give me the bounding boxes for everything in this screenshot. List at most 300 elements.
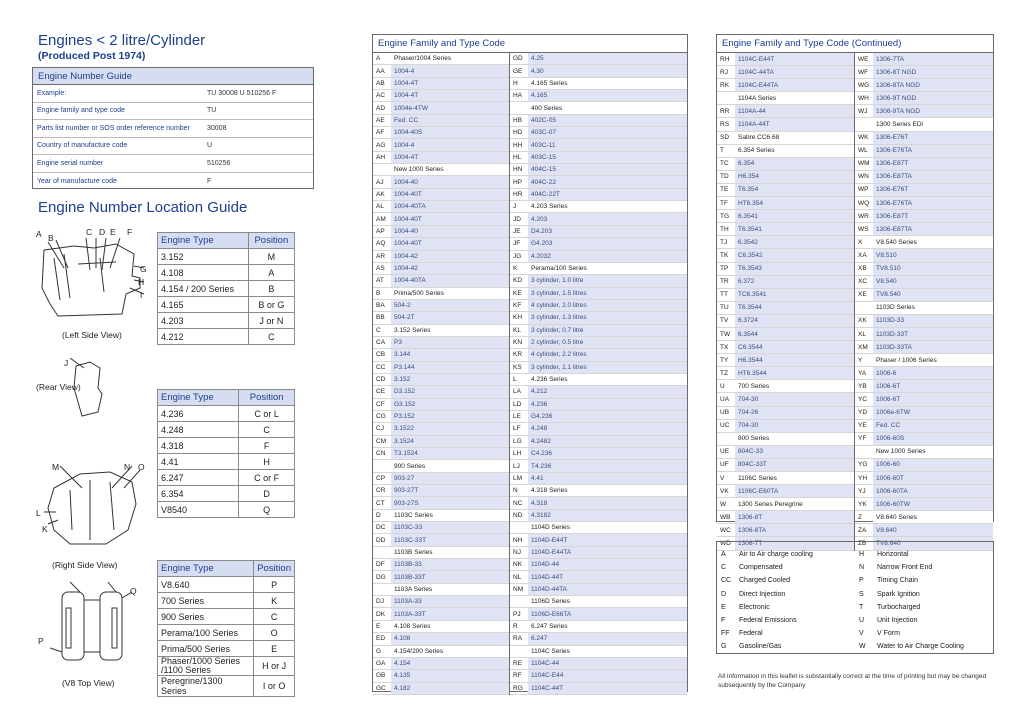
code-value: P3 — [391, 337, 509, 348]
position-cell: B — [248, 281, 294, 297]
code-row — [855, 433, 993, 446]
location-table-row — [158, 609, 295, 625]
code-row — [373, 485, 509, 497]
position-cell: F — [239, 438, 295, 454]
code-row — [373, 288, 509, 300]
code-value: T4.236 — [528, 460, 687, 471]
label-I: I — [140, 290, 143, 300]
code-row — [373, 423, 509, 435]
code-key: NM — [513, 585, 524, 593]
code-value: HT6.3544 — [735, 367, 854, 379]
page-title: Engines < 2 litre/Cylinder — [38, 32, 206, 49]
code-value: 1104D-44 — [528, 559, 687, 570]
code-row — [510, 201, 687, 213]
code-row — [373, 399, 509, 411]
code-value: 4.203 Series — [528, 201, 687, 212]
code-row — [855, 53, 993, 66]
code-value: P3.152 — [391, 411, 509, 422]
code-row — [717, 145, 854, 158]
code-key: HA — [513, 92, 523, 100]
code-value: 504-2 — [391, 300, 509, 311]
code-value: 1004-40TA — [391, 201, 509, 212]
abbr-code: S — [859, 590, 864, 598]
code-key: WG — [858, 81, 870, 89]
code-key: CB — [376, 351, 386, 359]
code-key: UA — [720, 395, 730, 403]
engine-guide-row — [33, 103, 313, 121]
code-row — [717, 171, 854, 184]
code-row — [510, 65, 687, 77]
code-value: 4.108 Series — [391, 621, 509, 632]
code-key: LM — [513, 474, 523, 482]
engine-type-cell: 4.108 — [158, 265, 249, 281]
code-value: 700 Series — [735, 380, 854, 392]
code-row — [373, 473, 509, 485]
abbr-meaning: Charged Cooled — [739, 577, 790, 585]
code-value: Phaser/1004 Series — [391, 53, 509, 64]
abbr-meaning: Direct Injection — [739, 590, 786, 598]
engine-family-header: Engine Family and Type Code — [373, 35, 687, 53]
code-value: 1103C Series — [391, 510, 509, 521]
code-row — [510, 176, 687, 188]
code-key: KN — [513, 339, 523, 347]
engine-number-guide-header: Engine Number Guide — [33, 68, 313, 85]
code-value: T6.3544 — [735, 302, 854, 314]
position-cell: B or G — [248, 297, 294, 313]
code-value: 6.3544 — [735, 328, 854, 340]
code-key: TH — [720, 225, 729, 233]
code-row — [855, 524, 993, 537]
code-value: V8.540 — [873, 276, 993, 288]
code-value: 1006-60 — [873, 459, 993, 471]
code-value: 3 cylinder, 1.3 litres — [528, 312, 687, 323]
code-key: AH — [376, 153, 386, 161]
code-row — [373, 608, 509, 620]
code-value: 4.248 — [528, 423, 687, 434]
code-row — [510, 238, 687, 250]
engine-type-cell: 4.236 — [158, 406, 239, 422]
code-value: 4.203 — [528, 213, 687, 224]
code-row — [717, 341, 854, 354]
abbr-meaning: Spark Ignition — [877, 590, 920, 598]
abbreviation-row — [721, 561, 989, 574]
right-side-view-caption: (Right Side View) — [52, 560, 118, 570]
code-row — [373, 65, 509, 77]
location-table-row — [158, 422, 295, 438]
code-value: 1306-E87T — [873, 210, 993, 222]
code-row — [510, 53, 687, 65]
code-value: 4.236 Series — [528, 374, 687, 385]
code-value: 4.2032 — [528, 251, 687, 262]
code-value: 1306-E76T — [873, 184, 993, 196]
code-key: WF — [858, 68, 869, 76]
code-key: JE — [513, 227, 521, 235]
code-key: WC — [720, 526, 731, 534]
code-key: V — [720, 474, 725, 482]
position-cell: D — [239, 486, 295, 502]
code-key: LD — [513, 400, 522, 408]
code-row — [855, 132, 993, 145]
code-row — [717, 53, 854, 66]
location-table-2 — [157, 389, 295, 518]
position-header: Position — [254, 561, 295, 577]
abbreviation-row — [721, 601, 989, 614]
code-value: TV8.510 — [873, 263, 993, 275]
label-L: L — [36, 508, 41, 518]
code-row — [510, 670, 687, 682]
code-row — [855, 328, 993, 341]
code-row — [373, 127, 509, 139]
code-row — [717, 184, 854, 197]
code-key: ZA — [858, 526, 867, 534]
code-key: YC — [858, 395, 868, 403]
abbreviation-row — [721, 548, 989, 561]
code-key: XL — [858, 330, 866, 338]
location-table-row — [158, 625, 295, 641]
code-key: WH — [858, 94, 869, 102]
code-value: V8.640 Series — [873, 511, 993, 523]
code-row — [717, 354, 854, 367]
code-key: WQ — [858, 199, 870, 207]
code-row — [373, 559, 509, 571]
code-key: G — [376, 647, 382, 655]
abbr-meaning: Narrow Front End — [877, 564, 933, 572]
abbr-code: G — [721, 643, 727, 651]
code-value: 1106D-E66TA — [528, 608, 687, 619]
code-value: V8.510 — [873, 249, 993, 261]
code-key: RK — [720, 81, 730, 89]
code-value: 1306-E76TA — [873, 197, 993, 209]
code-key: RS — [720, 121, 730, 129]
code-key: NJ — [513, 548, 521, 556]
code-row — [510, 522, 687, 534]
abbr-code: D — [721, 590, 727, 598]
code-key: RJ — [720, 68, 728, 76]
code-value: 1306-9TA NGD — [873, 105, 993, 117]
code-key: JD — [513, 215, 521, 223]
code-value: 1104C-E44TA — [735, 79, 854, 91]
code-value: 6.247 Series — [528, 621, 687, 632]
code-key: DG — [376, 573, 386, 581]
code-row — [717, 393, 854, 406]
code-row — [510, 251, 687, 263]
code-value: D4.203 — [528, 226, 687, 237]
abbr-meaning: Air to Air charge cooling — [739, 551, 813, 559]
code-value: 1306-8T NGD — [873, 66, 993, 78]
code-value: 4.30 — [528, 65, 687, 76]
code-row — [510, 164, 687, 176]
label-J: J — [64, 358, 69, 368]
code-key: HN — [513, 166, 523, 174]
engine-guide-row — [33, 173, 313, 191]
code-key: CG — [376, 413, 386, 421]
code-value: V8.540 Series — [873, 236, 993, 248]
location-table-row — [158, 676, 295, 697]
code-value: 1004-4T — [391, 90, 509, 101]
abbreviation-row — [721, 588, 989, 601]
label-M: M — [52, 462, 60, 472]
location-table-row — [158, 265, 295, 281]
code-key: CN — [376, 450, 386, 458]
code-row — [373, 436, 509, 448]
code-key: AP — [376, 227, 385, 235]
code-key: KD — [513, 277, 523, 285]
code-value: 3.152 — [391, 374, 509, 385]
position-cell: C — [239, 422, 295, 438]
abbr-code: A — [721, 551, 726, 559]
code-key: AB — [376, 79, 385, 87]
code-row — [510, 485, 687, 497]
position-cell: C — [254, 609, 295, 625]
code-row — [373, 522, 509, 534]
code-value: 1103B Series — [391, 547, 509, 558]
code-row — [510, 596, 687, 608]
engine-family-column-2 — [510, 53, 687, 695]
code-value: 6.372 — [735, 276, 854, 288]
code-value: New 1000 Series — [873, 446, 993, 458]
code-row — [510, 226, 687, 238]
code-row — [373, 621, 509, 633]
engine-guide-value: 510256 — [207, 159, 231, 167]
engine-type-cell: 4.154 / 200 Series — [158, 281, 249, 297]
engine-family-column-1 — [373, 53, 510, 695]
abbreviation-key — [716, 541, 994, 654]
code-key: TU — [720, 304, 729, 312]
location-table-row — [158, 249, 295, 265]
code-key: TT — [720, 291, 728, 299]
code-key: KS — [513, 363, 522, 371]
abbr-meaning: Turbocharged — [877, 603, 921, 611]
code-value: G4.236 — [528, 411, 687, 422]
code-row — [510, 584, 687, 596]
location-table-row — [158, 454, 295, 470]
engine-guide-value: U — [207, 142, 213, 150]
code-key: TX — [720, 343, 729, 351]
code-row — [510, 423, 687, 435]
label-O: O — [138, 462, 145, 472]
code-value: Fed. CC — [873, 420, 993, 432]
code-value: TV8.540 — [873, 289, 993, 301]
position-cell: E — [254, 641, 295, 657]
v8-top-view-diagram — [50, 578, 140, 674]
code-key: WN — [858, 173, 869, 181]
code-row — [373, 102, 509, 114]
code-row — [717, 66, 854, 79]
code-value: 1103D-33TA — [873, 341, 993, 353]
abbr-meaning: Horizontal — [877, 551, 909, 559]
code-key: LF — [513, 425, 521, 433]
code-row — [717, 223, 854, 236]
code-row — [373, 226, 509, 238]
code-row — [373, 646, 509, 658]
code-key: DK — [376, 610, 386, 618]
code-value: 800 Series — [735, 433, 854, 445]
code-key: AM — [376, 215, 386, 223]
code-key: KH — [513, 314, 523, 322]
code-row — [717, 367, 854, 380]
code-value: 4.212 — [528, 386, 687, 397]
engine-type-cell: 4.248 — [158, 422, 239, 438]
label-N: N — [124, 462, 131, 472]
code-key: WJ — [858, 107, 868, 115]
engine-guide-label: Parts list number or SOS order reference number — [37, 124, 190, 132]
code-row — [510, 547, 687, 559]
code-value: 1306-8TA — [735, 524, 854, 536]
code-row — [373, 213, 509, 225]
code-row — [855, 66, 993, 79]
code-row — [373, 152, 509, 164]
location-table-row — [158, 577, 295, 593]
engine-type-cell: Peregrine/1300 Series — [158, 676, 254, 697]
code-key: RF — [513, 672, 522, 680]
code-key: DF — [376, 561, 385, 569]
code-value: 1306-E76TA — [873, 145, 993, 157]
code-row — [373, 90, 509, 102]
code-value: 1106C-E60TA — [735, 485, 854, 497]
code-key: YJ — [858, 487, 866, 495]
engine-guide-value: TU 30008 U 510256 F — [207, 89, 277, 97]
code-key: XC — [858, 278, 868, 286]
code-value: 1103D-33 — [873, 315, 993, 327]
engine-type-cell: V8.640 — [158, 577, 254, 593]
position-header: Position — [248, 233, 294, 249]
engine-guide-label: Country of manufacture code — [37, 142, 128, 150]
code-value: 4.165 — [528, 90, 687, 101]
engine-guide-label: Engine family and type code — [37, 107, 125, 115]
code-row — [855, 118, 993, 131]
code-value: 504-2T — [391, 312, 509, 323]
code-value: C6.3544 — [735, 341, 854, 353]
code-row — [373, 448, 509, 460]
code-row — [373, 362, 509, 374]
left-side-view-caption: (Left Side View) — [62, 330, 122, 340]
code-key: DJ — [376, 598, 384, 606]
code-value: 1004e-4TW — [391, 102, 509, 113]
code-value: 1004-40T — [391, 213, 509, 224]
location-table-row — [158, 313, 295, 329]
location-table-row — [158, 593, 295, 609]
code-row — [855, 446, 993, 459]
engine-family-continued-header: Engine Family and Type Code (Continued) — [717, 35, 993, 53]
code-value: 1106D Series — [528, 596, 687, 607]
code-key: UE — [720, 448, 730, 456]
code-key: LJ — [513, 462, 520, 470]
label-F: F — [127, 227, 133, 237]
code-value: 903-27T — [391, 485, 509, 496]
label-Q: Q — [130, 586, 137, 596]
code-row — [717, 236, 854, 249]
engine-type-header: Engine Type — [158, 390, 239, 406]
code-value: 3.152 Series — [391, 325, 509, 336]
engine-number-guide — [32, 67, 314, 189]
code-value: 1306-E87TA — [873, 223, 993, 235]
code-key: TZ — [720, 369, 728, 377]
code-row — [855, 105, 993, 118]
code-row — [717, 407, 854, 420]
engine-type-cell: 3.152 — [158, 249, 249, 265]
code-key: N — [513, 487, 518, 495]
code-value: 804C-33 — [735, 446, 854, 458]
code-value: 1006-60T — [873, 472, 993, 484]
code-row — [510, 362, 687, 374]
code-value: 6.3541 — [735, 210, 854, 222]
code-row — [855, 315, 993, 328]
code-row — [717, 446, 854, 459]
code-key: ND — [513, 511, 523, 519]
footer-note: All information in this leaflet is substantially correct at the time of printing but may be changed subsequently by the Company — [718, 673, 987, 689]
code-value: 1306-8TA NGD — [873, 79, 993, 91]
code-value: 4.182 — [391, 683, 509, 694]
code-key: AJ — [376, 178, 384, 186]
code-row — [717, 380, 854, 393]
code-value: 6.354 — [735, 158, 854, 170]
code-row — [717, 249, 854, 262]
code-value: 704-30 — [735, 420, 854, 432]
code-row — [510, 683, 687, 695]
code-row — [717, 328, 854, 341]
code-row — [717, 524, 854, 537]
abbr-meaning: Federal — [739, 630, 763, 638]
code-value: 1106C Series — [735, 472, 854, 484]
code-row — [855, 341, 993, 354]
code-key: TG — [720, 212, 730, 220]
code-value: 402C-05 — [528, 115, 687, 126]
code-value: 903-27 — [391, 473, 509, 484]
code-row — [510, 288, 687, 300]
code-row — [510, 312, 687, 324]
position-cell: P — [254, 577, 295, 593]
code-key: C — [376, 326, 381, 334]
code-key: R — [513, 622, 518, 630]
label-P: P — [38, 636, 44, 646]
code-row — [717, 485, 854, 498]
code-value: 1104C-E44T — [735, 53, 854, 65]
code-key: PJ — [513, 610, 521, 618]
code-key: WM — [858, 160, 870, 168]
code-row — [855, 79, 993, 92]
code-value: 1300 Series Peregrine — [735, 498, 854, 510]
code-row — [373, 510, 509, 522]
code-value: Phaser / 1006 Series — [873, 354, 993, 366]
code-key: KF — [513, 302, 522, 310]
left-panel — [0, 0, 345, 724]
code-value: 1103C-33 — [391, 522, 509, 533]
code-value: 404C-22 — [528, 176, 687, 187]
code-row — [855, 380, 993, 393]
code-row — [510, 460, 687, 472]
code-value: 6.247 — [528, 633, 687, 644]
code-row — [855, 472, 993, 485]
code-key: WB — [720, 513, 731, 521]
code-value: Fed. CC — [391, 115, 509, 126]
code-row — [717, 433, 854, 446]
code-value: 1004-40S — [391, 127, 509, 138]
code-row — [717, 498, 854, 511]
code-row — [717, 315, 854, 328]
label-E: E — [110, 227, 116, 237]
code-key: JG — [513, 252, 522, 260]
code-value: 1300 Series EDi — [873, 118, 993, 130]
code-row — [510, 436, 687, 448]
label-D: D — [99, 227, 106, 237]
code-row — [510, 275, 687, 287]
code-value: 4.3182 — [528, 510, 687, 521]
code-value: 1104A-44T — [735, 118, 854, 130]
abbr-meaning: V Form — [877, 630, 900, 638]
label-A: A — [36, 229, 42, 239]
code-key: HL — [513, 153, 522, 161]
code-key: AG — [376, 141, 386, 149]
